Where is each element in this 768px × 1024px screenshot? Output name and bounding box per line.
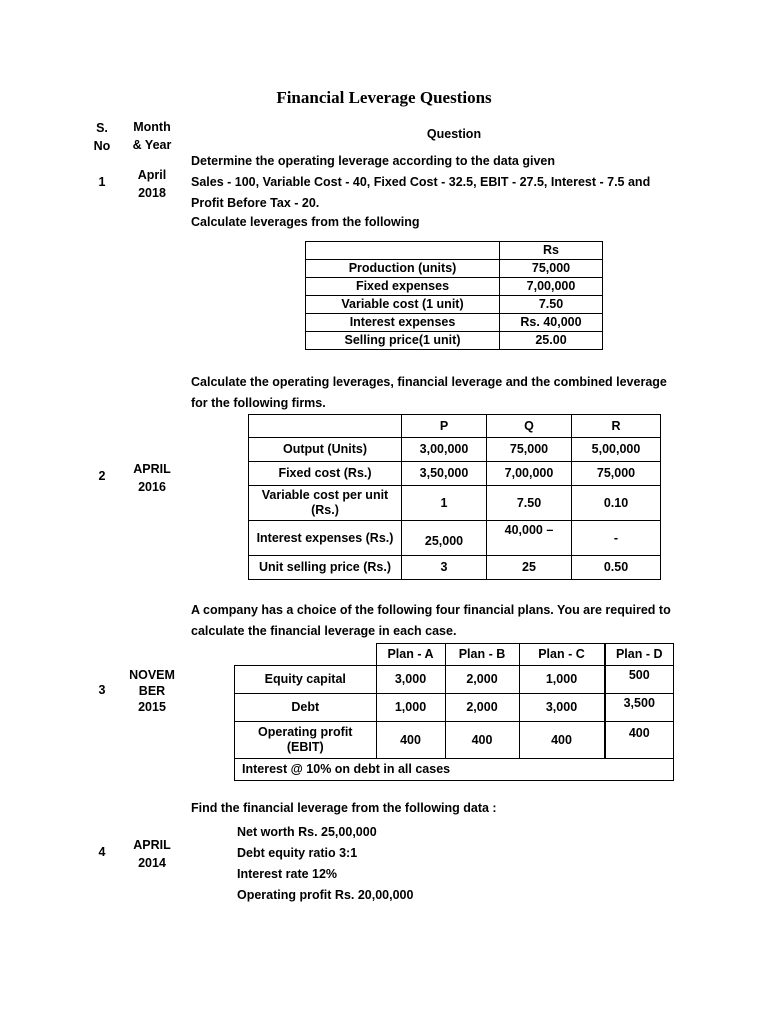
q2-cell: 75,000 [572,462,661,486]
q3-row-label: Debt [235,694,377,722]
header-month-line2: & Year [132,138,172,152]
q2-cell: - [572,521,661,556]
header-sno-line2: No [93,139,111,153]
q2-cell: 3,00,000 [402,438,487,462]
q2-col-header: P [402,415,487,438]
q4-month: APRIL [133,838,171,852]
q3-col-header: Plan - B [445,644,519,666]
q1-row-label: Interest expenses [306,314,500,332]
q3-cell: 400 [519,722,605,759]
q2-cell: 40,000 – [487,521,572,556]
q1-table-header: Rs [500,242,603,260]
q2-cell: 75,000 [487,438,572,462]
header-sno-line1: S. [96,121,108,135]
q2-text [191,372,717,414]
q1-year: 2018 [138,186,166,200]
q1-table-corner [306,242,500,260]
table-row [235,694,674,722]
q3-cell: 400 [376,722,445,759]
q2-cell: 3 [402,556,487,580]
table-row [249,521,661,556]
q3-year: 2015 [138,700,166,714]
q1-text-b: Calculate leverages from the following [191,215,420,229]
q3-cell: 1,000 [376,694,445,722]
q2-cell: 1 [402,486,487,521]
header-question: Question [426,127,482,141]
q2-col-header: R [572,415,661,438]
q2-table-corner [249,415,402,438]
q3-cell: 3,000 [519,694,605,722]
q1-line-1: Determine the operating leverage according to the data given [191,154,555,168]
table-row [235,722,674,759]
q3-line-1: A company has a choice of the following four financial plans. You are required to [191,603,671,617]
q3-month-line1: NOVEM [129,668,175,682]
page-title: Financial Leverage Questions [276,88,492,107]
q1-row-value: 75,000 [500,260,603,278]
q3-row-label: Equity capital [235,666,377,694]
list-item: Interest rate 12% [237,867,338,881]
table-row [306,296,603,314]
q3-date [120,667,184,715]
list-item: Debt equity ratio 3:1 [237,846,358,860]
header-month-line1: Month [133,120,171,134]
q2-row-label: Fixed cost (Rs.) [249,462,402,486]
q2-table [248,414,661,580]
q2-cell: 0.10 [572,486,661,521]
q3-col-header: Plan - A [376,644,445,666]
q3-col-header: Plan - D [605,644,674,666]
list-item: Net worth Rs. 25,00,000 [237,825,377,839]
q1-row-value: 7,00,000 [500,278,603,296]
q4-sno: 4 [98,845,106,859]
table-row [249,462,661,486]
q3-table-footer: Interest @ 10% on debt in all cases [235,759,674,781]
q1-date [120,166,184,202]
q4-year: 2014 [138,856,166,870]
q2-col-header: Q [487,415,572,438]
q1-sno: 1 [98,175,106,189]
header-month-year [120,118,184,154]
q2-row-label: Output (Units) [249,438,402,462]
q3-cell: 400 [605,722,674,759]
q4-date [120,836,184,872]
header-sno [82,119,122,155]
q3-sno: 3 [98,683,106,697]
q2-month: APRIL [133,462,171,476]
list-item: Operating profit Rs. 20,00,000 [237,888,414,902]
q2-row-label: Variable cost per unit (Rs.) [249,486,402,521]
q2-line-2: for the following firms. [191,396,326,410]
q1-row-label: Selling price(1 unit) [306,332,500,350]
q1-line-3: Profit Before Tax - 20. [191,196,320,210]
q1-row-label: Production (units) [306,260,500,278]
q2-cell: 3,50,000 [402,462,487,486]
table-row [306,314,603,332]
q1-row-label: Fixed expenses [306,278,500,296]
q2-cell: 7.50 [487,486,572,521]
q3-cell: 2,000 [445,694,519,722]
q2-cell: 0.50 [572,556,661,580]
q3-row-label: Operating profit (EBIT) [235,722,377,759]
table-row [306,332,603,350]
q1-row-value: 25.00 [500,332,603,350]
q2-cell: 5,00,000 [572,438,661,462]
q1-row-value: Rs. 40,000 [500,314,603,332]
q1-text-a [191,151,717,214]
q2-row-label: Interest expenses (Rs.) [249,521,402,556]
q3-col-header: Plan - C [519,644,605,666]
q2-cell: 25 [487,556,572,580]
q3-cell: 3,500 [605,694,674,722]
q3-table-corner [235,644,377,666]
q1-row-value: 7.50 [500,296,603,314]
q4-list [237,822,413,906]
q2-year: 2016 [138,480,166,494]
q2-line-1: Calculate the operating leverages, financial leverage and the combined leverage [191,375,667,389]
q3-cell: 2,000 [445,666,519,694]
q3-line-2: calculate the financial leverage in each case. [191,624,457,638]
q1-line-2: Sales - 100, Variable Cost - 40, Fixed Cost - 32.5, EBIT - 27.5, Interest - 7.5 and [191,175,651,189]
table-row [306,260,603,278]
table-row [249,438,661,462]
q3-cell: 1,000 [519,666,605,694]
q1-table [305,241,603,350]
q2-date [120,460,184,496]
q1-row-label: Variable cost (1 unit) [306,296,500,314]
q2-cell: 7,00,000 [487,462,572,486]
q3-cell: 500 [605,666,674,694]
q3-cell: 400 [445,722,519,759]
q1-month: April [137,168,167,182]
table-row [249,556,661,580]
q3-table [234,643,674,781]
q2-cell: 25,000 [402,521,487,556]
q4-text: Find the financial leverage from the following data : [191,801,497,815]
table-row [235,666,674,694]
table-row [249,486,661,521]
q2-row-label: Unit selling price (Rs.) [249,556,402,580]
q3-cell: 3,000 [376,666,445,694]
q3-month-line2: BER [138,684,166,698]
q2-sno: 2 [98,469,106,483]
table-row [306,278,603,296]
q3-text [191,600,717,642]
